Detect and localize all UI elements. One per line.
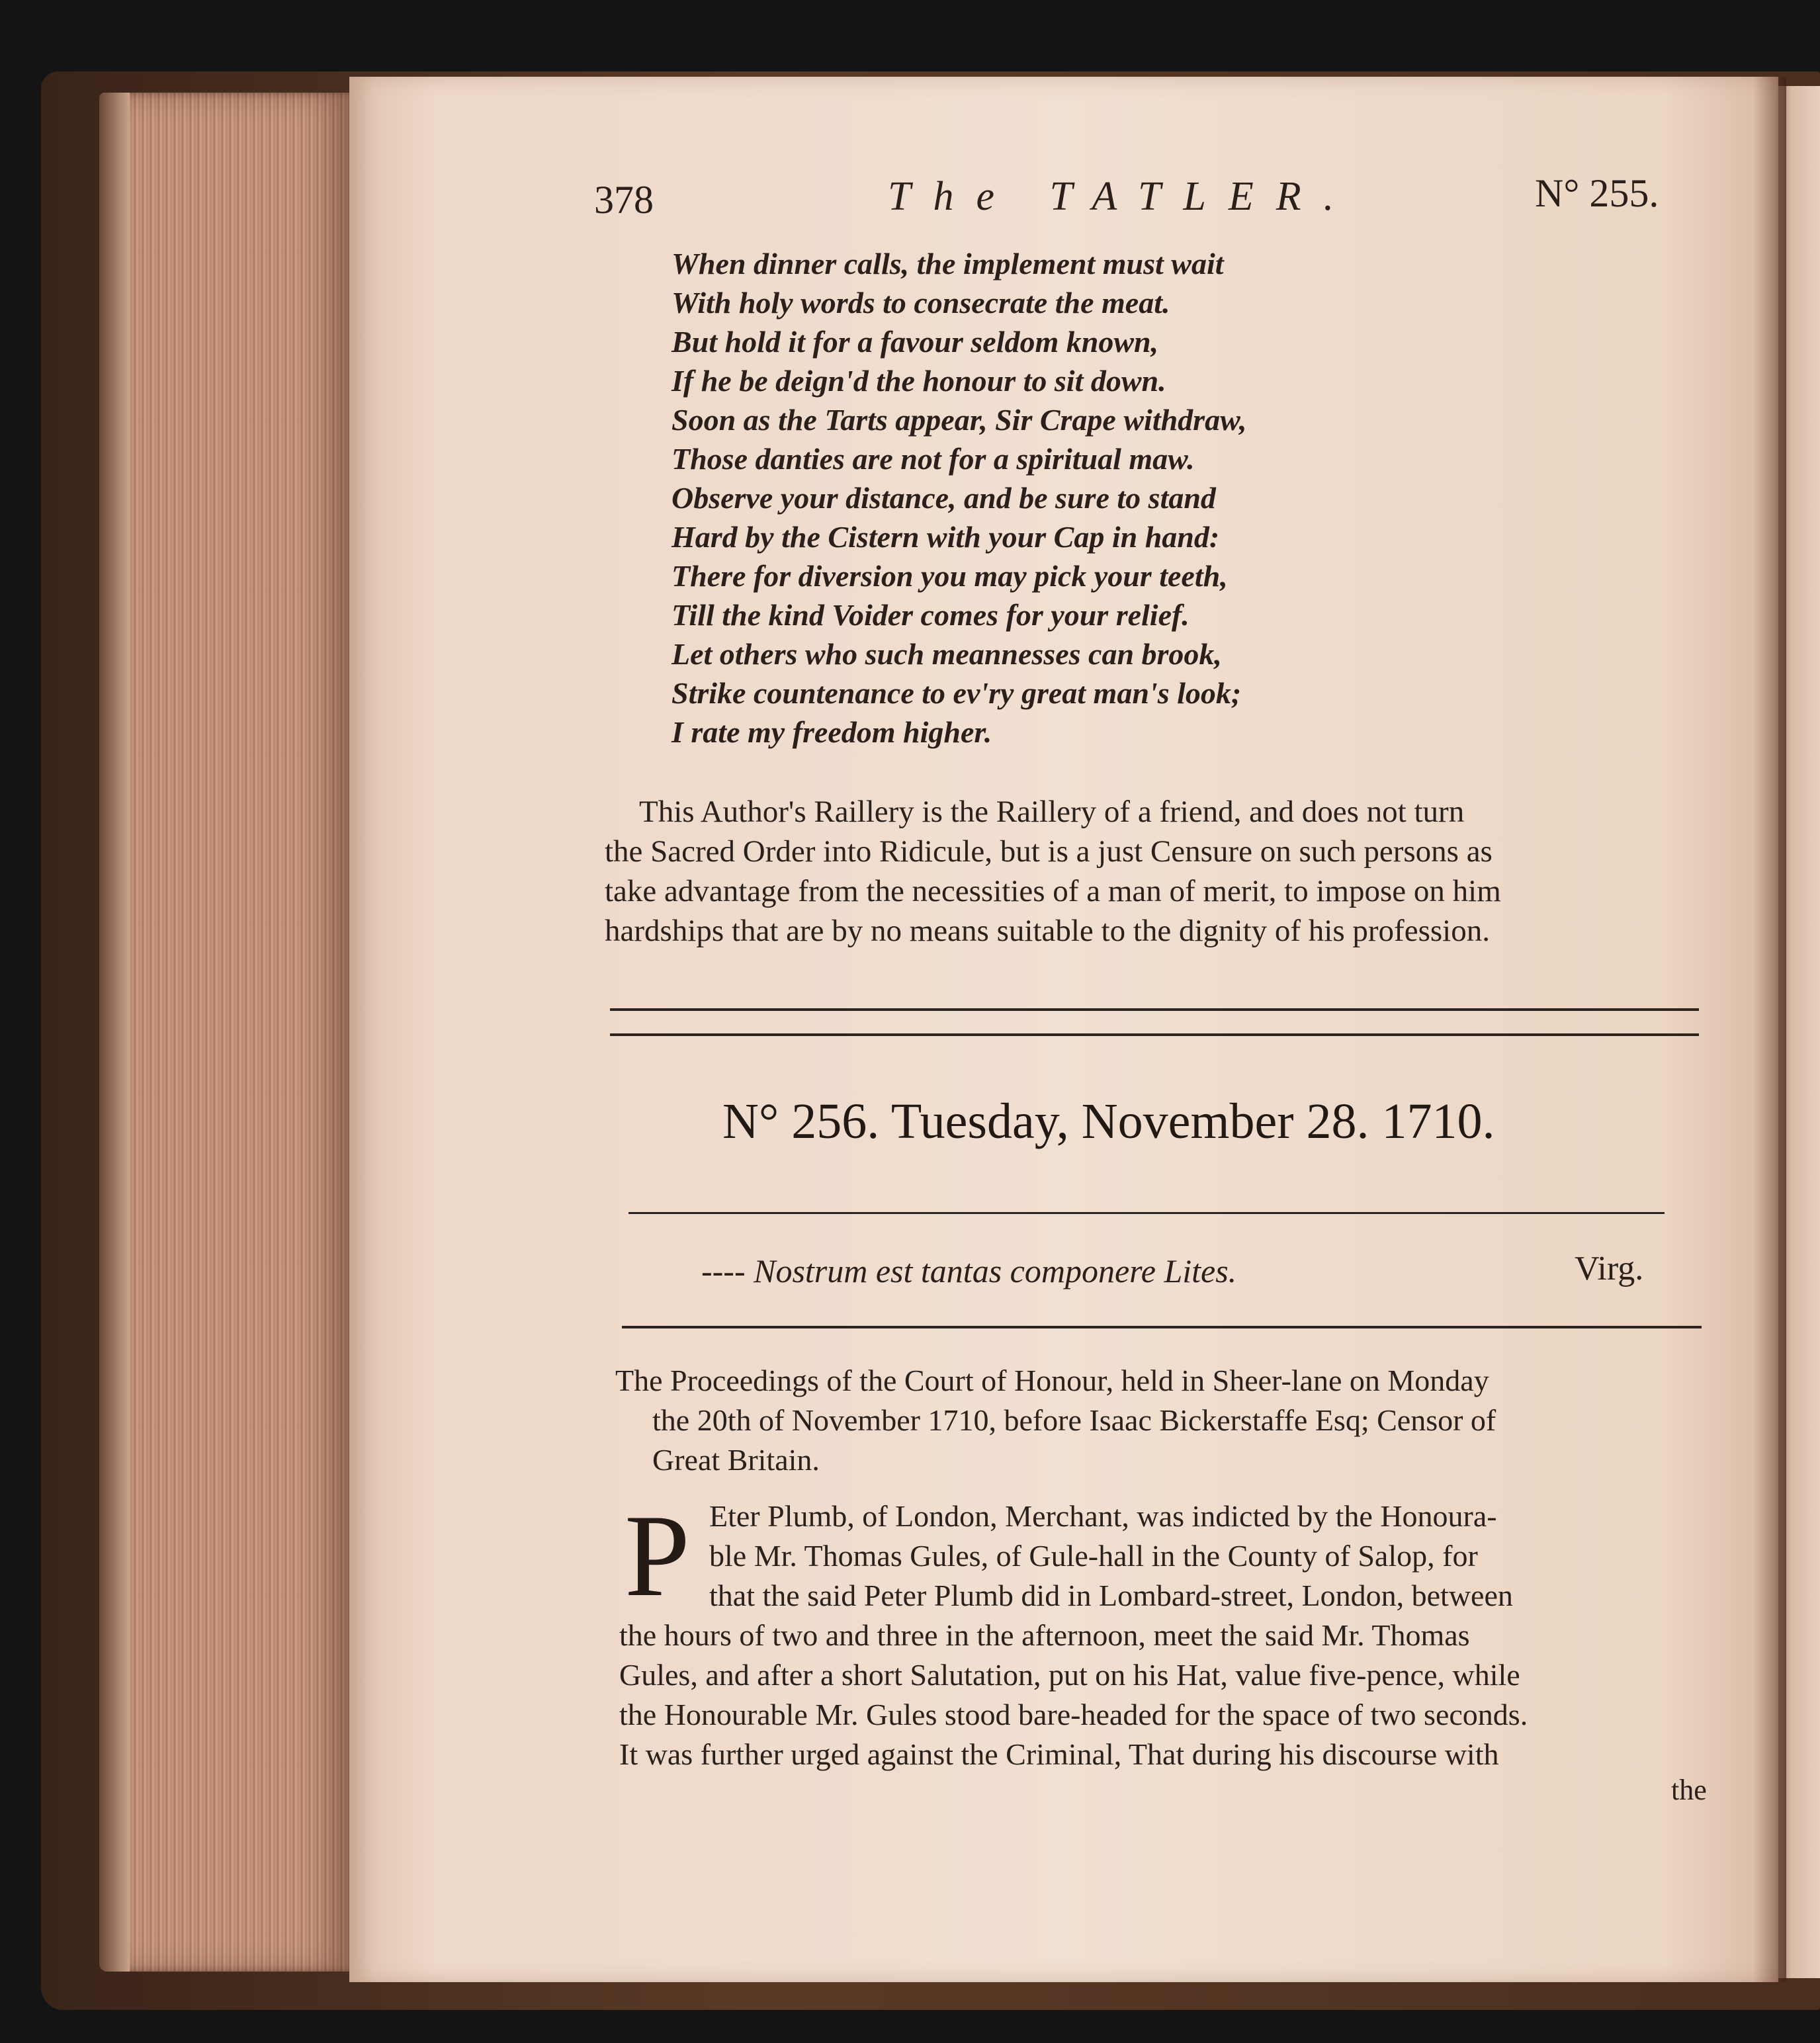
section-rule — [610, 1033, 1699, 1036]
verse-line: Let others who such meannesses can brook, — [672, 637, 1222, 671]
body-line: Gules, and after a short Salutation, put on his Hat, value five-pence, while — [619, 1658, 1520, 1692]
body-line: the Honourable Mr. Gules stood bare-headed for the space of two seconds. — [619, 1698, 1528, 1731]
body-line: ble Mr. Thomas Gules, of Gule-hall in the County of Salop, for — [709, 1539, 1478, 1573]
drop-cap: P — [625, 1490, 690, 1621]
verse-line: Observe your distance, and be sure to stand — [672, 481, 1216, 515]
verse-line: Strike countenance to ev'ry great man's look; — [672, 676, 1242, 710]
page-edges — [99, 93, 351, 1972]
running-issue-number: N° 255. — [1535, 171, 1659, 215]
proceedings-line: Great Britain. — [652, 1443, 820, 1477]
motto-rule — [622, 1326, 1702, 1328]
page-number: 378 — [594, 178, 654, 222]
running-title: The TATLER. — [888, 174, 1357, 219]
gutter-shadow — [1753, 77, 1786, 1982]
verse-line: With holy words to consecrate the meat. — [672, 286, 1170, 320]
body-line: Eter Plumb, of London, Merchant, was indicted by the Honoura- — [709, 1499, 1497, 1533]
verse-line: But hold it for a favour seldom known, — [672, 325, 1159, 359]
proceedings-line: the 20th of November 1710, before Isaac Bickerstaffe Esq; Censor of — [652, 1403, 1496, 1437]
catchword: the — [1671, 1774, 1707, 1806]
body-line: that the said Peter Plumb did in Lombard-street, London, between — [709, 1579, 1513, 1612]
commentary-line: the Sacred Order into Ridicule, but is a just Censure on such persons as — [605, 834, 1493, 869]
commentary-line: hardships that are by no means suitable to the dignity of his profession. — [605, 914, 1490, 948]
section-rule — [610, 1008, 1699, 1011]
heading-rule — [628, 1212, 1665, 1214]
verse-line: If he be deign'd the honour to sit down. — [672, 364, 1166, 398]
issue-heading: N° 256. Tuesday, November 28. 1710. — [722, 1094, 1495, 1149]
commentary-line: This Author's Raillery is the Raillery of a friend, and does not turn — [639, 795, 1465, 829]
page-edges-lip — [99, 93, 130, 1972]
motto-source: Virg. — [1575, 1250, 1644, 1287]
commentary-line: take advantage from the necessities of a man of merit, to impose on him — [605, 874, 1501, 908]
verse-line: I rate my freedom higher. — [672, 715, 992, 749]
open-page — [349, 77, 1778, 1982]
motto: ---- Nostrum est tantas componere Lites. — [701, 1252, 1237, 1289]
body-line: the hours of two and three in the afternoon, meet the said Mr. Thomas — [619, 1618, 1470, 1652]
verse-line: There for diversion you may pick your teeth, — [672, 559, 1228, 593]
verse-line: Soon as the Tarts appear, Sir Crape withdraw, — [672, 403, 1247, 437]
body-line: It was further urged against the Criminal, That during his discourse with — [619, 1737, 1499, 1771]
verse-line: Hard by the Cistern with your Cap in hand: — [672, 520, 1220, 554]
verse-line: Till the kind Voider comes for your relief. — [672, 598, 1190, 632]
proceedings-line: The Proceedings of the Court of Honour, held in Sheer-lane on Monday — [615, 1364, 1489, 1397]
verse-line: Those danties are not for a spiritual maw. — [672, 442, 1195, 476]
verse-line: When dinner calls, the implement must wait — [672, 247, 1224, 281]
